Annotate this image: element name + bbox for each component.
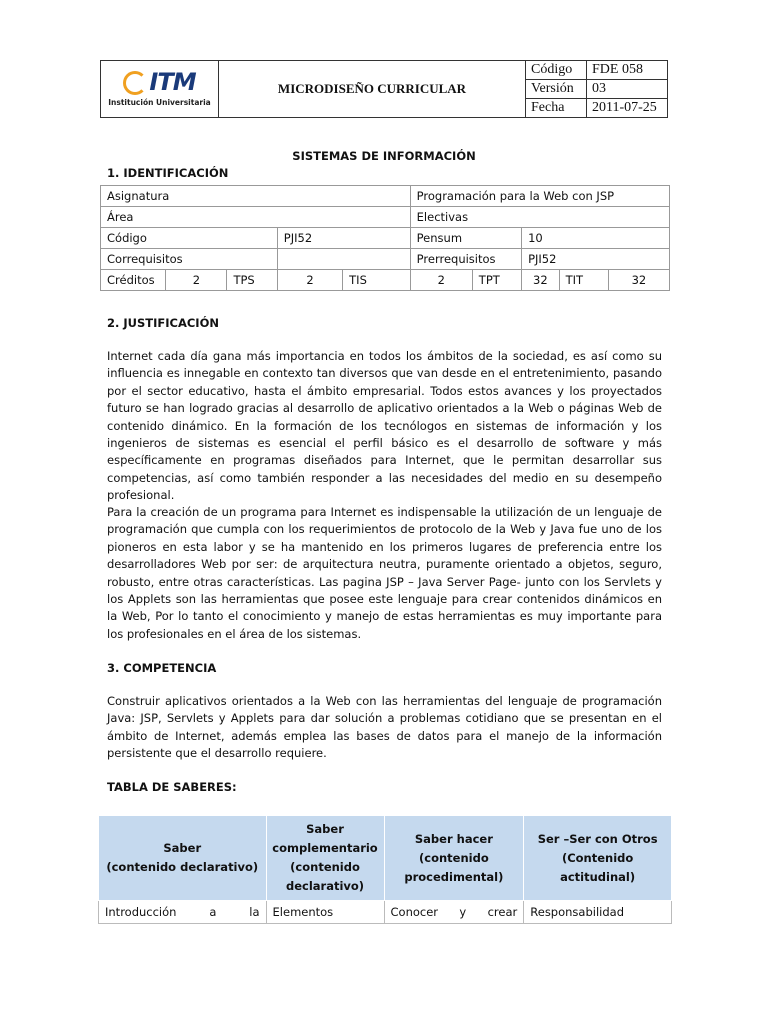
ident-codigo-value: PJI52	[277, 228, 410, 249]
tabla-saberes-heading: TABLA DE SABERES:	[107, 780, 237, 794]
ident-tpt-key: TPT	[472, 270, 521, 291]
section-competencia-heading: 3. COMPETENCIA	[107, 661, 217, 675]
ident-tis-value: 2	[410, 270, 472, 291]
saberes-cell-saber: Introducción a la	[99, 901, 267, 924]
justificacion-paragraph-1: Internet cada día gana más importancia en todos los ámbitos de la sociedad, es así como su influencia es innegable en contexto tan diversos que van desde en el entretenimiento, pasando por el sector educativo, hasta el ámbito empresarial. Todos estos avances y los proyectados futuro se han logrado gracias al desarrollo de aplicativo orientados a la Web o páginas Web de contenido dinámico. En la formación de los tecnólogos en sistemas de información y los ingenieros de sistemas es esencial el perfil básico es el desarrollo de software y más específicamente en programas diseñados para Internet, que le permitan desarrollar sus competencias, así como también responder a las necesidades del medio en su desempeño profesional.	[107, 349, 662, 503]
ident-tpt-value: 32	[522, 270, 560, 291]
table-row	[99, 901, 672, 924]
logo	[101, 61, 219, 118]
section-justificacion-heading: 2. JUSTIFICACIÓN	[107, 316, 219, 330]
document-title: SISTEMAS DE INFORMACIÓN	[292, 149, 476, 163]
ident-area-key: Área	[101, 207, 411, 228]
ident-asignatura-value: Programación para la Web con JSP	[410, 186, 669, 207]
justificacion-paragraph-2: Para la creación de un programa para Internet es indispensable la utilización de un lenguaje de programación que cumpla con los requerimientos de protocolo de la Web y Java fue uno de los pioneros en esta labor y se ha mantenido en los primeros lugares de preferencia entre los desarrolladores Web por ser: de arquitectura neutra, puramente orientado a objetos, seguro, robusto, entre otras características. Las pagina JSP – Java Server Page- junto con los Servlets y los Applets son las herramientas que posee este lenguaje para crear contenidos dinámicos en la Web, Por lo tanto el conocimiento y manejo de estas herramientas es muy importante para los profesionales en el área de los sistemas.	[107, 505, 662, 641]
saberes-cell-saber-hacer: Conocer y crear	[384, 901, 524, 924]
ident-tps-key: TPS	[227, 270, 277, 291]
ident-prerrequisitos-value: PJI52	[522, 249, 670, 270]
ident-area-value: Electivas	[410, 207, 669, 228]
ident-pensum-value: 10	[522, 228, 670, 249]
saberes-cell-complementario: Elementos	[266, 901, 384, 924]
ident-tit-key: TIT	[559, 270, 608, 291]
ident-tis-key: TIS	[343, 270, 411, 291]
saberes-header-saber: Saber (contenido declarativo)	[99, 816, 267, 901]
ident-creditos-key: Créditos	[101, 270, 166, 291]
competencia-paragraph: Construir aplicativos orientados a la Web con las herramientas del lenguaje de programación Java: JSP, Servlets y Applets para dar solución a problemas cotidiano que se presentan en el ámbito de Internet, además emplea las bases de datos para el manejo de la información persistente que el desarrollo requiere.	[107, 694, 662, 761]
meta-key-version: Versión	[526, 80, 587, 99]
logo-subtitle: Institución Universitaria	[108, 98, 211, 107]
meta-value-fecha: 2011-07-25	[587, 99, 668, 118]
meta-value-codigo: FDE 058	[587, 61, 668, 80]
ident-codigo-key: Código	[101, 228, 278, 249]
header-title: MICRODISEÑO CURRICULAR	[219, 61, 526, 118]
saberes-table	[98, 815, 672, 924]
ident-pensum-key: Pensum	[410, 228, 521, 249]
saberes-cell-ser: Responsabilidad	[524, 901, 672, 924]
ident-correquisitos-value	[277, 249, 410, 270]
ident-creditos-value: 2	[166, 270, 227, 291]
meta-value-version: 03	[587, 80, 668, 99]
ident-tps-value: 2	[277, 270, 342, 291]
document-header	[100, 60, 668, 118]
ident-correquisitos-key: Correquisitos	[101, 249, 278, 270]
itm-logo-mark: ITM	[101, 71, 218, 95]
saberes-header-complementario: Saber complementario (contenido declarativo)	[266, 816, 384, 901]
identification-table	[100, 185, 670, 291]
meta-key-codigo: Código	[526, 61, 587, 80]
section-identificacion-heading: 1. IDENTIFICACIÓN	[107, 166, 229, 180]
ident-asignatura-key: Asignatura	[101, 186, 411, 207]
ident-tit-value: 32	[608, 270, 669, 291]
saberes-header-ser: Ser –Ser con Otros (Contenido actitudinal)	[524, 816, 672, 901]
meta-key-fecha: Fecha	[526, 99, 587, 118]
ident-prerrequisitos-key: Prerrequisitos	[410, 249, 521, 270]
saberes-header-saber-hacer: Saber hacer (contenido procedimental)	[384, 816, 524, 901]
